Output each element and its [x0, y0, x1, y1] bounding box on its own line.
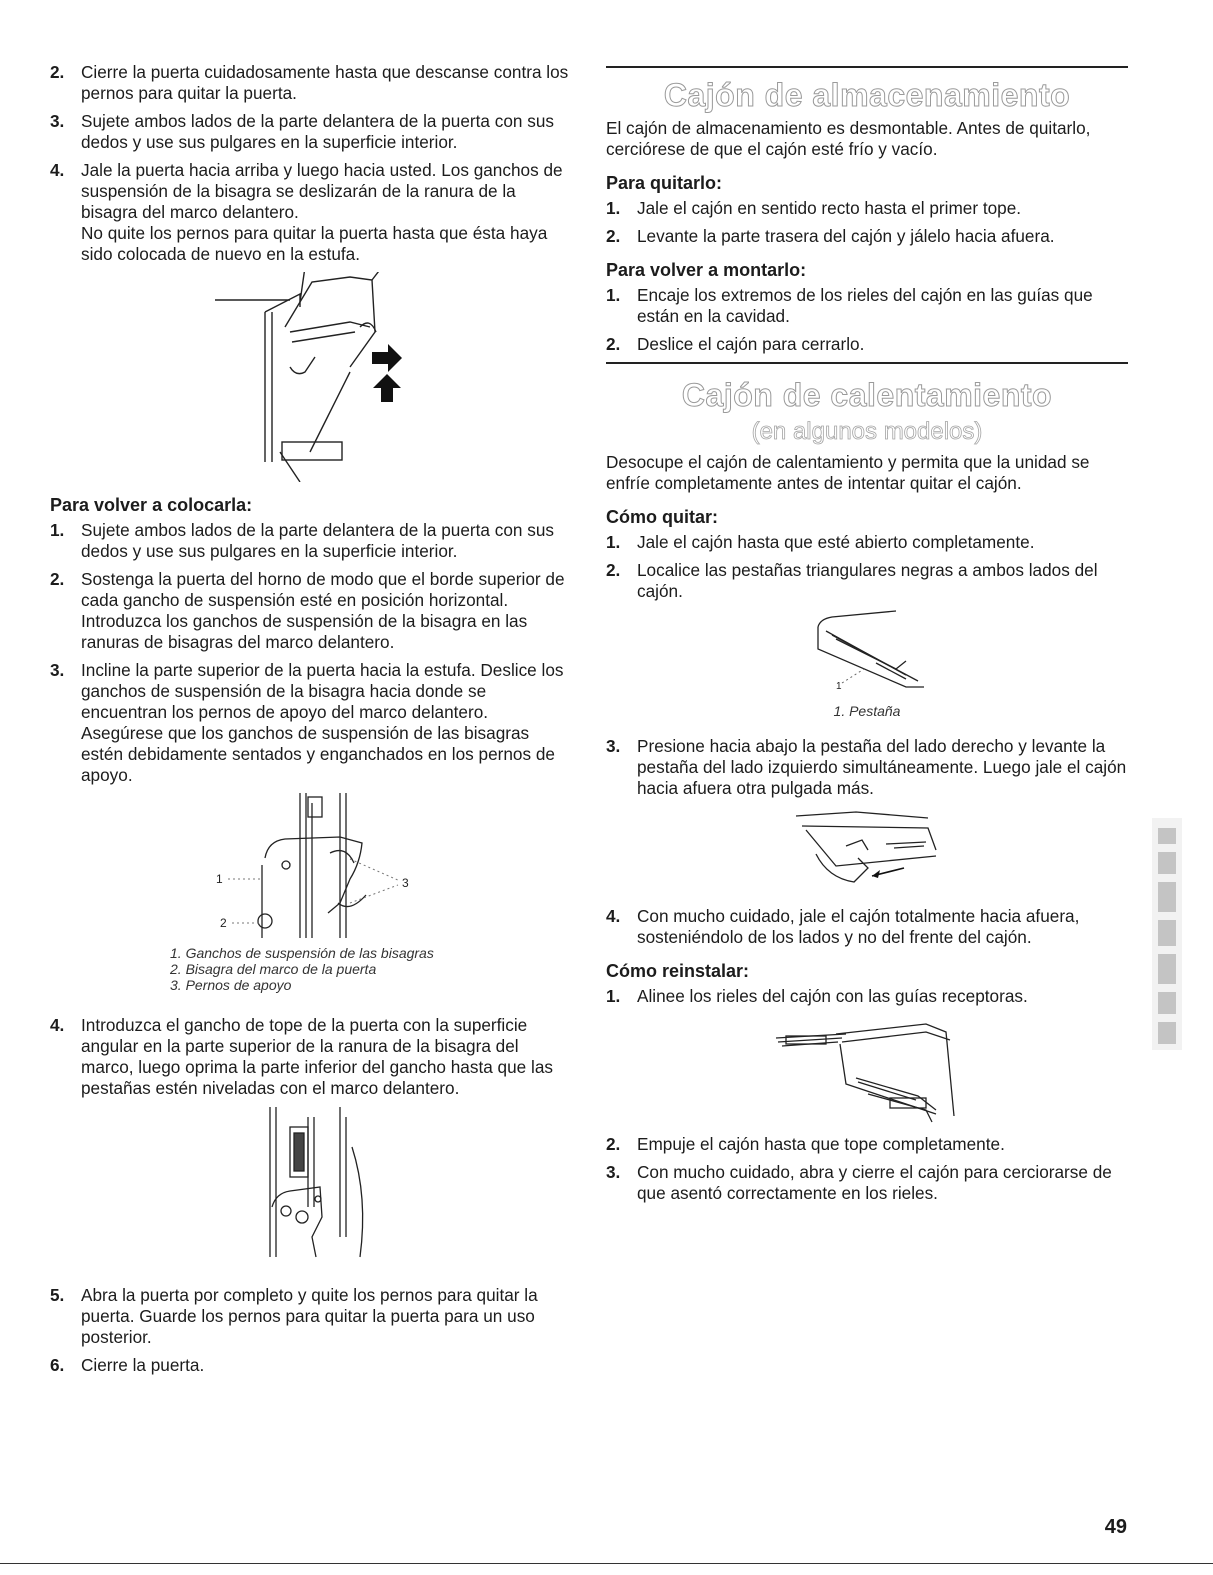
step-text: Deslice el cajón para cerrarlo. [637, 334, 865, 354]
step-number: 2. [606, 226, 621, 246]
step-text: Empuje el cajón hasta que tope completamente. [637, 1134, 1005, 1154]
warming-remove-steps-final [606, 906, 1128, 948]
step-text: Levante la parte trasera del cajón y jálelo hacia afuera. [637, 226, 1055, 246]
door-replace-steps-cont [50, 1015, 570, 1099]
storage-reinstall-heading: Para volver a montarlo: [606, 260, 807, 280]
drawer-rails-illustration [606, 1014, 1128, 1126]
hinge-illustration [50, 793, 570, 943]
caption-item: 2. Bisagra del marco de la puerta [170, 961, 377, 977]
step-text: Jale el cajón hasta que esté abierto completamente. [637, 532, 1035, 552]
storage-reinstall-steps [606, 285, 1128, 355]
step-item [50, 1355, 570, 1376]
step-item [50, 660, 570, 786]
step-number: 3. [606, 1162, 621, 1182]
storage-intro: El cajón de almacenamiento es desmontable. Antes de quitarlo, cerciórese de que el cajón esté frío y vacío. [606, 118, 1091, 159]
step-number: 1. [606, 986, 621, 1006]
step-number: 3. [606, 736, 621, 756]
callout-1: 1 [216, 872, 223, 886]
callout-3: 3 [402, 876, 409, 890]
up-arrow-icon [373, 374, 401, 402]
step-number: 1. [606, 532, 621, 552]
step-number: 3. [50, 660, 65, 680]
step-item [606, 198, 1128, 219]
right-column [606, 66, 1128, 1211]
step-number: 4. [50, 1015, 65, 1035]
door-removal-steps [50, 62, 570, 265]
step-number: 2. [606, 1134, 621, 1154]
warming-reinstall-steps [606, 986, 1128, 1007]
step-item [50, 1285, 570, 1348]
door-replace-steps [50, 520, 570, 786]
step-number: 2. [606, 334, 621, 354]
step-item [606, 1162, 1128, 1204]
step-text: Incline la parte superior de la puerta hacia la estufa. Deslice los ganchos de suspensión de la bisagra hacia donde se encuentran los pernos de apoyo del marco delantero. Asegúrese que los ganchos de suspensión de las bisagras estén debidamente sentados y enganchados en los pernos de apoyo. [81, 660, 564, 785]
step-text: Con mucho cuidado, abra y cierre el cajón para cerciorarse de que asentó correctamente en los rieles. [637, 1162, 1112, 1203]
door-stop-illustration [50, 1107, 570, 1277]
drawer-pull-illustration [606, 806, 1128, 902]
page-number: 49 [1104, 1516, 1127, 1538]
step-text: Sujete ambos lados de la parte delantera de la puerta con sus dedos y use sus pulgares en la superficie interior. [81, 111, 554, 152]
step-item [50, 1015, 570, 1099]
step-item [606, 532, 1128, 553]
section-divider [606, 362, 1128, 364]
step-number: 1. [606, 198, 621, 218]
bottom-rule [0, 1563, 1213, 1564]
step-item [606, 334, 1128, 355]
step-item [50, 569, 570, 653]
step-item [606, 560, 1128, 602]
warming-reinstall-heading: Cómo reinstalar: [606, 961, 750, 981]
step-number: 4. [50, 160, 65, 180]
step-item [606, 986, 1128, 1007]
step-number: 1. [50, 520, 65, 540]
step-item [50, 62, 570, 104]
step-text: Cierre la puerta. [81, 1355, 205, 1375]
step-item [606, 1134, 1128, 1155]
storage-remove-heading: Para quitarlo: [606, 173, 723, 193]
right-arrow-icon [372, 344, 402, 372]
step-text: Alinee los rieles del cajón con las guías receptoras. [637, 986, 1028, 1006]
tab-caption: 1. Pestaña [833, 703, 901, 719]
step-text: Sujete ambos lados de la parte delantera de la puerta con sus dedos y use sus pulgares en la superficie interior. [81, 520, 554, 561]
storage-remove-steps [606, 198, 1128, 247]
step-number: 2. [50, 62, 65, 82]
step-text: Cierre la puerta cuidadosamente hasta que descanse contra los pernos para quitar la puerta. [81, 62, 569, 103]
warming-reinstall-steps-cont [606, 1134, 1128, 1204]
step-number: 1. [606, 285, 621, 305]
step-text: Localice las pestañas triangulares negras a ambos lados del cajón. [637, 560, 1098, 601]
step-text: Abra la puerta por completo y quite los pernos para quitar la puerta. Guarde los pernos para quitar la puerta para un uso posterior. [81, 1285, 538, 1347]
step-text: Jale el cajón en sentido recto hasta el primer tope. [637, 198, 1022, 218]
step-note: No quite los pernos para quitar la puerta hasta que ésta haya sido colocada de nuevo en la estufa. [81, 223, 548, 264]
storage-drawer-title: Cajón de almacenamiento [663, 77, 1071, 113]
step-number: 6. [50, 1355, 65, 1375]
door-final-steps [50, 1285, 570, 1376]
step-text: Presione hacia abajo la pestaña del lado derecho y levante la pestaña del lado izquierdo simultáneamente. Luego jale el cajón hacia afuera otra pulgada más. [637, 736, 1127, 798]
step-number: 2. [50, 569, 65, 589]
left-column [50, 62, 570, 1383]
step-item [50, 160, 570, 265]
step-number: 5. [50, 1285, 65, 1305]
step-item [606, 736, 1128, 799]
caption-item: 3. Pernos de apoyo [170, 977, 292, 993]
step-text: Con mucho cuidado, jale el cajón totalmente hacia afuera, sosteniéndolo de los lados y no del frente del cajón. [637, 906, 1080, 947]
step-item [606, 226, 1128, 247]
step-text: Jale la puerta hacia arriba y luego hacia usted. Los ganchos de suspensión de la bisagra se deslizarán de la ranura de la bisagra del marco delantero. [81, 160, 563, 222]
warming-intro: Desocupe el cajón de calentamiento y permita que la unidad se enfríe completamente antes de intentar quitar el cajón. [606, 452, 1090, 493]
side-language-tab [1150, 808, 1186, 1058]
section-divider [606, 66, 1128, 68]
callout-1: 1 [836, 681, 842, 692]
step-item [606, 906, 1128, 948]
drawer-tab-illustration [606, 609, 1128, 697]
warming-drawer-title: Cajón de calentamiento [681, 377, 1053, 413]
warming-remove-steps-cont [606, 736, 1128, 799]
step-number: 4. [606, 906, 621, 926]
step-text: Encaje los extremos de los rieles del cajón en las guías que están en la cavidad. [637, 285, 1093, 326]
caption-item: 1. Ganchos de suspensión de las bisagras [170, 945, 434, 961]
step-text: Sostenga la puerta del horno de modo que el borde superior de cada gancho de suspensión esté en posición horizontal. Introduzca los ganchos de suspensión de la bisagra en las ranuras de bisagras del marco delantero. [81, 569, 565, 652]
step-text: Introduzca el gancho de tope de la puerta con la superficie angular en la parte superior de la ranura de la bisagra del marco, luego oprima la parte inferior del gancho hasta que las pestañas estén niveladas con el marco delantero. [81, 1015, 553, 1098]
replace-door-heading: Para volver a colocarla: [50, 495, 253, 515]
step-item [50, 520, 570, 562]
step-body [81, 160, 570, 265]
step-number: 3. [50, 111, 65, 131]
warming-remove-steps [606, 532, 1128, 602]
step-item [606, 285, 1128, 327]
step-number: 2. [606, 560, 621, 580]
door-removal-illustration [50, 272, 570, 482]
warming-drawer-subtitle: (en algunos modelos) [751, 418, 983, 445]
step-item [50, 111, 570, 153]
hinge-captions [170, 945, 570, 993]
callout-2: 2 [220, 916, 227, 930]
warming-remove-heading: Cómo quitar: [606, 507, 718, 527]
